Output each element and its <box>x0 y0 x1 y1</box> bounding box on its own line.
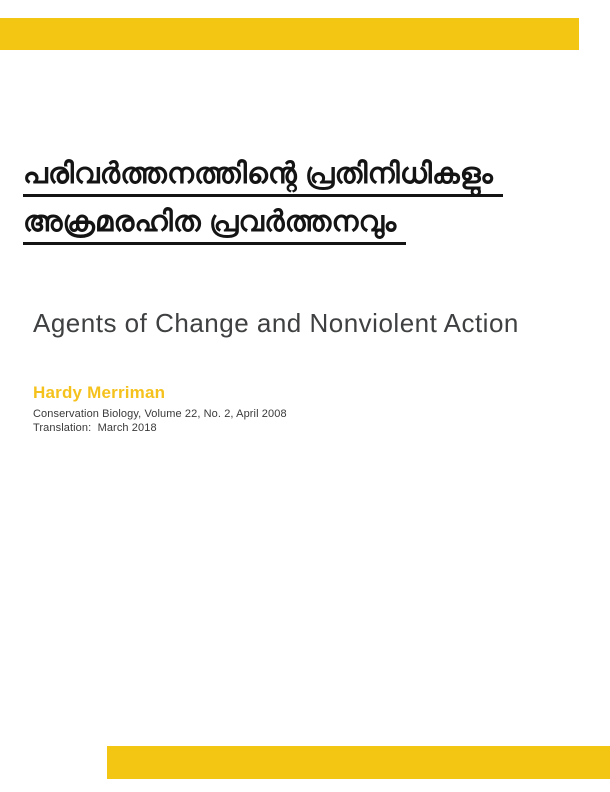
malayalam-title-line2 <box>23 204 406 245</box>
malayalam-title-line1-text: പരിവര്‍ത്തനത്തിന്റെ പ്രതിനിധികളും <box>23 156 503 197</box>
malayalam-title-line1 <box>23 156 503 197</box>
publication-citation: Conservation Biology, Volume 22, No. 2, April 2008 <box>33 408 287 420</box>
translation-date: Translation: March 2018 <box>33 422 157 434</box>
author-name: Hardy Merriman <box>33 383 166 402</box>
bottom-accent-bar <box>107 746 610 779</box>
top-accent-bar <box>0 18 579 50</box>
malayalam-title-line2-text: അക്രമരഹിത പ്രവര്‍ത്തനവും <box>23 204 406 245</box>
english-title: Agents of Change and Nonviolent Action <box>33 308 519 338</box>
